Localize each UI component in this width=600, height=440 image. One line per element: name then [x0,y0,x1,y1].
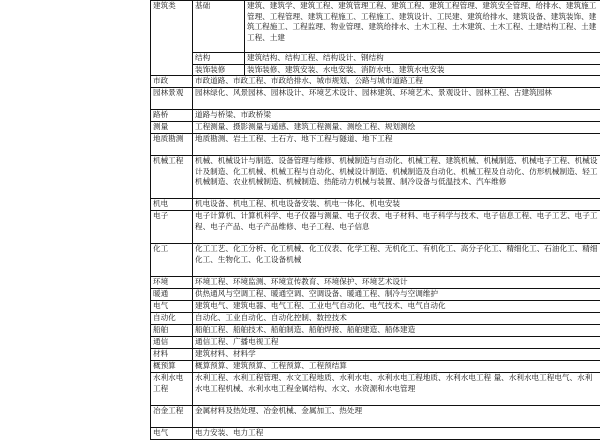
specialty-table [150,0,600,440]
category-cell: 园林景观 [151,88,193,110]
table-row [151,156,600,199]
majors-cell: 化工工艺、化工分析、化工机械、化工仪表、化学工程、无机化工、有机化工、高分子化工、精细化工、石油化工、精细化工、生物化工、化工设备机械 [193,244,600,277]
table-row [151,1,600,53]
table-row [151,337,600,349]
category-cell: 船舶 [151,325,193,337]
table-row [151,301,600,313]
category-cell: 材料 [151,349,193,361]
category-cell: 环境 [151,277,193,289]
category-cell: 机电 [151,199,193,211]
table-row [151,406,600,428]
table-row [151,134,600,156]
majors-cell: 建筑结构、结构工程、结构设计、钢结构 [245,53,600,65]
table-row [151,53,600,65]
majors-cell: 工程测量、摄影测量与遥感、建筑工程测量、测绘工程、规划测绘 [193,122,600,134]
majors-cell: 通信工程、广播电视工程 [193,337,600,349]
category-cell: 机械工程 [151,156,193,199]
category-cell: 通信 [151,337,193,349]
majors-cell: 建筑电气、建筑电器、电气工程、工业电气自动化、电气技术、电气自动化 [193,301,600,313]
category-cell: 建筑类 [151,1,193,76]
category-cell: 电子 [151,211,193,244]
majors-cell: 环境工程、环境监测、环境宣传教育、环境保护、环境艺术设计 [193,277,600,289]
majors-cell: 电力安装、电力工程 [193,428,600,440]
majors-cell: 机电设备、机电工程、机电设备安装、机电一体化、机电安装 [193,199,600,211]
category-cell: 路桥 [151,110,193,122]
subcategory-cell: 基础 [193,1,245,53]
table-row [151,428,600,440]
category-cell: 概预算 [151,361,193,373]
majors-cell: 园林绿化、风景园林、园林设计、环境艺术设计、园林建筑、环境艺术、景观设计、园林工程、古建筑园林 [193,88,600,110]
table-row [151,199,600,211]
subcategory-cell: 装饰装修 [193,64,245,76]
majors-cell: 概算预算、建筑预算、工程预算、工程预结算 [193,361,600,373]
table-row [151,76,600,88]
majors-cell: 电子计算机、计算机科学、电子仪器与测量、电子仪表、电子材料、电子科学与技术、电子信息工程、电子工艺、电子工程、电子产品、电子产品维修、电子工程、电子信息 [193,211,600,244]
category-cell: 水利水电工程 [151,373,193,406]
category-cell: 化工 [151,244,193,277]
majors-cell: 道路与桥梁、市政桥梁 [193,110,600,122]
category-cell: 市政 [151,76,193,88]
category-cell: 暖通 [151,289,193,301]
majors-cell: 建筑、建筑学、建筑工程、建筑管理工程、建筑工程、建筑工程管理、建筑安全管理、给排水、建筑施工管理、工程管理、建筑工程施工、工程施工、建筑设计、工民建、建筑给排水、建筑设备、建筑装饰、建筑工程施工、工程监理、物业管理、建筑给排水、土木工程、土木建筑、土木工程、土建结构工程、土建工程、土建 [245,1,600,53]
majors-cell: 水利工程、水利工程管理、水文工程地质、水利水电、水利水电工程地质、水利水电工程 量、水利水电工程电气、水利水电工程机械、水利水电工程金属结构、水文、水资源和水电管理 [193,373,600,406]
table-row [151,325,600,337]
table-row [151,349,600,361]
table-row [151,122,600,134]
table-row [151,244,600,277]
majors-cell: 金属材料及热处理、冶金机械、金属加工、热处理 [193,406,600,428]
category-cell: 电气 [151,301,193,313]
category-cell: 自动化 [151,313,193,325]
category-cell: 测量 [151,122,193,134]
majors-cell: 地质勘测、岩土工程、土石方、地下工程与隧道、地下工程 [193,134,600,156]
table-row [151,313,600,325]
table-row [151,361,600,373]
table-row [151,289,600,301]
table-row [151,64,600,76]
table-row [151,110,600,122]
category-cell: 冶金工程 [151,406,193,428]
table-row [151,88,600,110]
majors-cell: 市政道路、市政工程、市政给排水、城市规划、公路与城市道路工程 [193,76,600,88]
majors-cell: 船舶工程、船舶技术、船舶制造、船舶焊接、船舶建造、船体建造 [193,325,600,337]
table-row [151,373,600,406]
majors-cell: 装饰装修、建筑安装、水电安装、消防水电、建筑水电安装 [245,64,600,76]
category-cell: 地质勘测 [151,134,193,156]
majors-cell: 供热通风与空调工程、暖通空调、空调设备、暖通工程、制冷与空调维护 [193,289,600,301]
subcategory-cell: 结构 [193,53,245,65]
majors-cell: 建筑材料、材料学 [193,349,600,361]
table-row [151,211,600,244]
majors-cell: 机械、机械设计与制造、设备管理与维修、机械制造与自动化、机械工程、建筑机械、机械制造、机械电子工程、机械设计及制造、化工机械、机械工程与自动化、机械设计制造、机械制造及自动化、机械工程及自动化、仿形机械制造、轻工机械制造、农业机械制造、机械制造、热能动力机械与装置、制冷设备与低温技术、汽车维修 [193,156,600,199]
category-cell: 电气 [151,428,193,440]
specialty-table-sheet [150,0,600,400]
majors-cell: 自动化、工业自动化、自动化控制、数控技术 [193,313,600,325]
table-row [151,277,600,289]
